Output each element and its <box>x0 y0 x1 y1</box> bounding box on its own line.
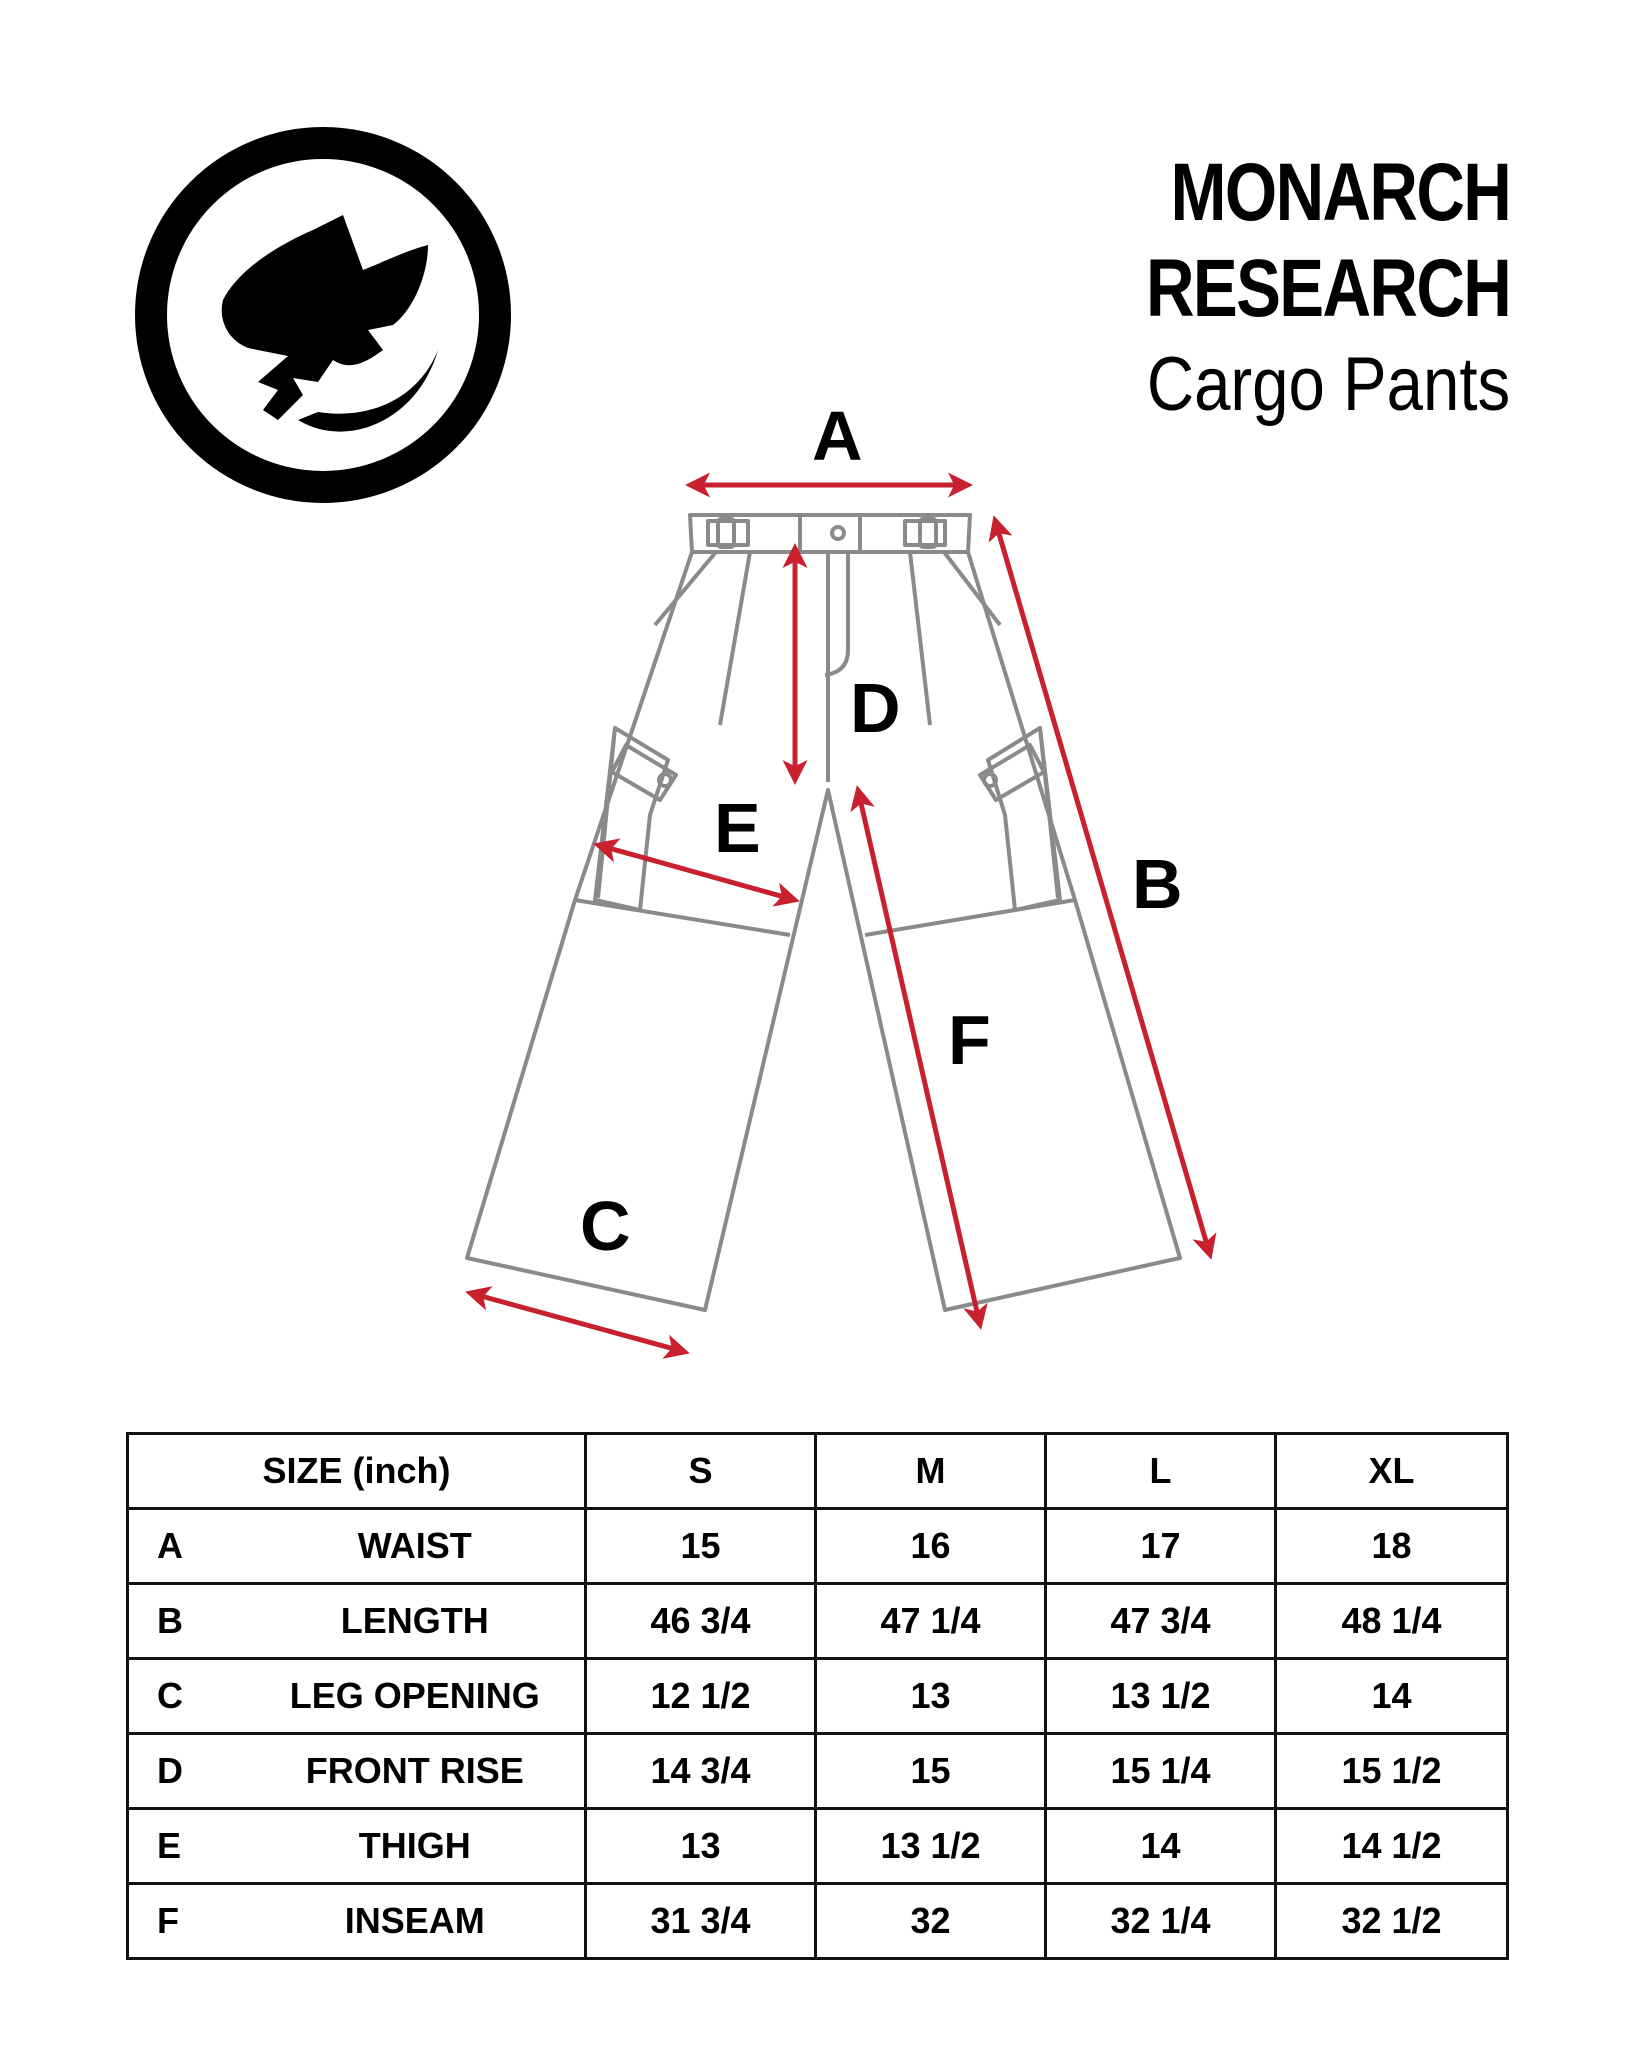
table-cell: 14 <box>1276 1659 1508 1734</box>
size-header-label: SIZE (inch) <box>128 1434 586 1509</box>
table-cell: 31 3/4 <box>586 1884 816 1959</box>
table-cell: 13 <box>586 1809 816 1884</box>
size-column-header: XL <box>1276 1434 1508 1509</box>
table-row <box>128 1509 1508 1584</box>
table-cell: 47 1/4 <box>816 1584 1046 1659</box>
size-column-header: S <box>586 1434 816 1509</box>
measurement-name: LEG OPENING <box>246 1659 586 1734</box>
table-cell: 46 3/4 <box>586 1584 816 1659</box>
product-name: Cargo Pants <box>1146 342 1510 427</box>
table-row <box>128 1584 1508 1659</box>
table-cell: 32 <box>816 1884 1046 1959</box>
table-cell: 18 <box>1276 1509 1508 1584</box>
table-cell: 15 <box>816 1734 1046 1809</box>
measurement-code: A <box>128 1509 246 1584</box>
measurement-name: FRONT RISE <box>246 1734 586 1809</box>
table-cell: 12 1/2 <box>586 1659 816 1734</box>
table-cell: 17 <box>1046 1509 1276 1584</box>
table-cell: 13 1/2 <box>816 1809 1046 1884</box>
table-row <box>128 1659 1508 1734</box>
label-d: D <box>850 669 901 747</box>
label-e: E <box>714 789 761 867</box>
table-cell: 32 1/2 <box>1276 1884 1508 1959</box>
size-chart-table <box>126 1432 1509 1960</box>
pants-outline <box>467 515 1180 1310</box>
label-a: A <box>812 397 863 475</box>
table-row <box>128 1734 1508 1809</box>
measurement-name: INSEAM <box>246 1884 586 1959</box>
table-cell: 15 1/4 <box>1046 1734 1276 1809</box>
measurement-name: WAIST <box>246 1509 586 1584</box>
table-cell: 13 1/2 <box>1046 1659 1276 1734</box>
measurement-code: D <box>128 1734 246 1809</box>
measurement-code: F <box>128 1884 246 1959</box>
measurement-code: C <box>128 1659 246 1734</box>
brand-name-line1: MONARCH <box>1170 147 1510 238</box>
brand-name-line2: RESEARCH <box>1145 243 1510 334</box>
table-cell: 15 <box>586 1509 816 1584</box>
table-row <box>128 1809 1508 1884</box>
size-column-header: M <box>816 1434 1046 1509</box>
table-cell: 47 3/4 <box>1046 1584 1276 1659</box>
table-cell: 15 1/2 <box>1276 1734 1508 1809</box>
measurement-name: LENGTH <box>246 1584 586 1659</box>
table-cell: 14 1/2 <box>1276 1809 1508 1884</box>
table-cell: 14 <box>1046 1809 1276 1884</box>
measurement-code: B <box>128 1584 246 1659</box>
measurement-name: THIGH <box>246 1809 586 1884</box>
pants-measurement-diagram <box>0 380 1638 1380</box>
table-cell: 32 1/4 <box>1046 1884 1276 1959</box>
arrow-thigh <box>598 845 795 900</box>
table-cell: 13 <box>816 1659 1046 1734</box>
size-column-header: L <box>1046 1434 1276 1509</box>
table-cell: 16 <box>816 1509 1046 1584</box>
measurement-code: E <box>128 1809 246 1884</box>
arrow-leg-opening <box>470 1293 685 1352</box>
label-b: B <box>1132 845 1183 923</box>
label-f: F <box>948 1001 991 1079</box>
table-cell: 48 1/4 <box>1276 1584 1508 1659</box>
table-row <box>128 1884 1508 1959</box>
table-cell: 14 3/4 <box>586 1734 816 1809</box>
table-header-row <box>128 1434 1508 1509</box>
label-c: C <box>580 1187 631 1265</box>
